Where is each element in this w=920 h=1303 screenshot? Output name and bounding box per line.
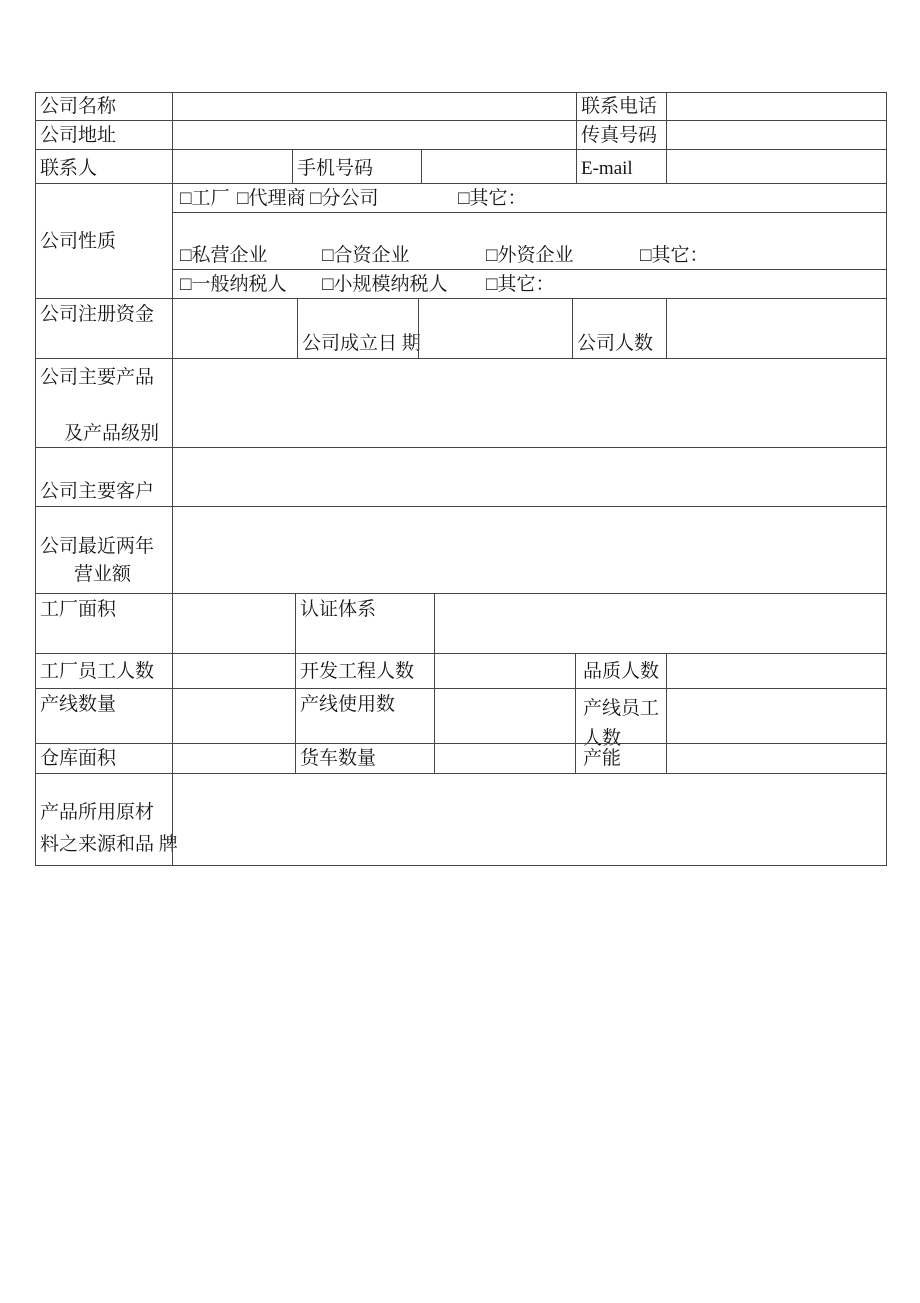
- checkbox-ownership-other[interactable]: □其它：: [640, 245, 709, 266]
- line-workers-field[interactable]: [666, 688, 887, 744]
- mobile-number-label: 手机号码: [292, 149, 422, 184]
- factory-employees-label: 工厂员工人数: [35, 653, 173, 689]
- taxpayer-options-row: [172, 269, 887, 299]
- registered-capital-field[interactable]: [172, 298, 298, 359]
- quality-staff-label: 品质人数: [575, 653, 667, 689]
- dev-engineers-label: 开发工程人数: [295, 653, 435, 689]
- email-label: E-mail: [576, 149, 667, 184]
- main-customers-field[interactable]: [172, 447, 887, 507]
- warehouse-area-label: 仓库面积: [35, 743, 173, 774]
- main-customers-label: 公司主要客户: [35, 447, 173, 507]
- dev-engineers-field[interactable]: [434, 653, 576, 689]
- warehouse-area-field[interactable]: [172, 743, 296, 774]
- checkbox-foreign-enterprise[interactable]: □外资企业: [486, 245, 574, 266]
- production-lines-field[interactable]: [172, 688, 296, 744]
- checkbox-general-taxpayer[interactable]: □一般纳税人: [180, 274, 287, 295]
- quality-staff-field[interactable]: [666, 653, 887, 689]
- capacity-field[interactable]: [666, 743, 887, 774]
- fax-number-field[interactable]: [666, 120, 887, 150]
- certification-label: 认证体系: [295, 593, 435, 654]
- line-workers-label: 产线员工 人数: [575, 688, 667, 744]
- fax-number-label: 传真号码: [576, 120, 667, 150]
- company-address-field[interactable]: [172, 120, 577, 150]
- capacity-label: 产能: [575, 743, 667, 774]
- company-headcount-label: 公司人数: [572, 298, 667, 359]
- checkbox-type-other[interactable]: □其它：: [458, 188, 527, 209]
- contact-phone-label: 联系电话: [576, 92, 667, 121]
- production-lines-label: 产线数量: [35, 688, 173, 744]
- company-name-label: 公司名称: [35, 92, 173, 121]
- company-ownership-options-row: [172, 212, 887, 270]
- main-products-label: 公司主要产品 及产品级别: [35, 358, 173, 448]
- raw-materials-field[interactable]: [172, 773, 887, 866]
- email-field[interactable]: [666, 149, 887, 184]
- checkbox-taxpayer-other[interactable]: □其它：: [486, 274, 555, 295]
- contact-person-label: 联系人: [35, 149, 173, 184]
- revenue-label: 公司最近两年 营业额: [35, 506, 173, 594]
- mobile-number-field[interactable]: [421, 149, 577, 184]
- lines-in-use-label: 产线使用数: [295, 688, 435, 744]
- checkbox-agent[interactable]: □代理商: [237, 188, 306, 209]
- checkbox-joint-venture[interactable]: □合资企业: [322, 245, 410, 266]
- raw-materials-label: 产品所用原材 料之来源和品 牌: [35, 773, 173, 866]
- revenue-field[interactable]: [172, 506, 887, 594]
- checkbox-branch[interactable]: □分公司: [310, 188, 379, 209]
- truck-count-field[interactable]: [434, 743, 576, 774]
- truck-count-label: 货车数量: [295, 743, 435, 774]
- company-nature-label: 公司性质: [35, 183, 173, 299]
- company-name-field[interactable]: [172, 92, 577, 121]
- contact-phone-field[interactable]: [666, 92, 887, 121]
- certification-field[interactable]: [434, 593, 887, 654]
- factory-area-field[interactable]: [172, 593, 296, 654]
- company-headcount-field[interactable]: [666, 298, 887, 359]
- registered-capital-label: 公司注册资金: [35, 298, 173, 359]
- establishment-date-field[interactable]: [418, 298, 573, 359]
- factory-employees-field[interactable]: [172, 653, 296, 689]
- factory-area-label: 工厂面积: [35, 593, 173, 654]
- checkbox-factory[interactable]: □工厂: [180, 188, 230, 209]
- company-address-label: 公司地址: [35, 120, 173, 150]
- establishment-date-label: 公司成立日 期: [297, 298, 419, 359]
- contact-person-field[interactable]: [172, 149, 293, 184]
- checkbox-small-scale-taxpayer[interactable]: □小规模纳税人: [322, 274, 448, 295]
- main-products-field[interactable]: [172, 358, 887, 448]
- lines-in-use-field[interactable]: [434, 688, 576, 744]
- company-type-options-row: [172, 183, 887, 213]
- checkbox-private-enterprise[interactable]: □私营企业: [180, 245, 268, 266]
